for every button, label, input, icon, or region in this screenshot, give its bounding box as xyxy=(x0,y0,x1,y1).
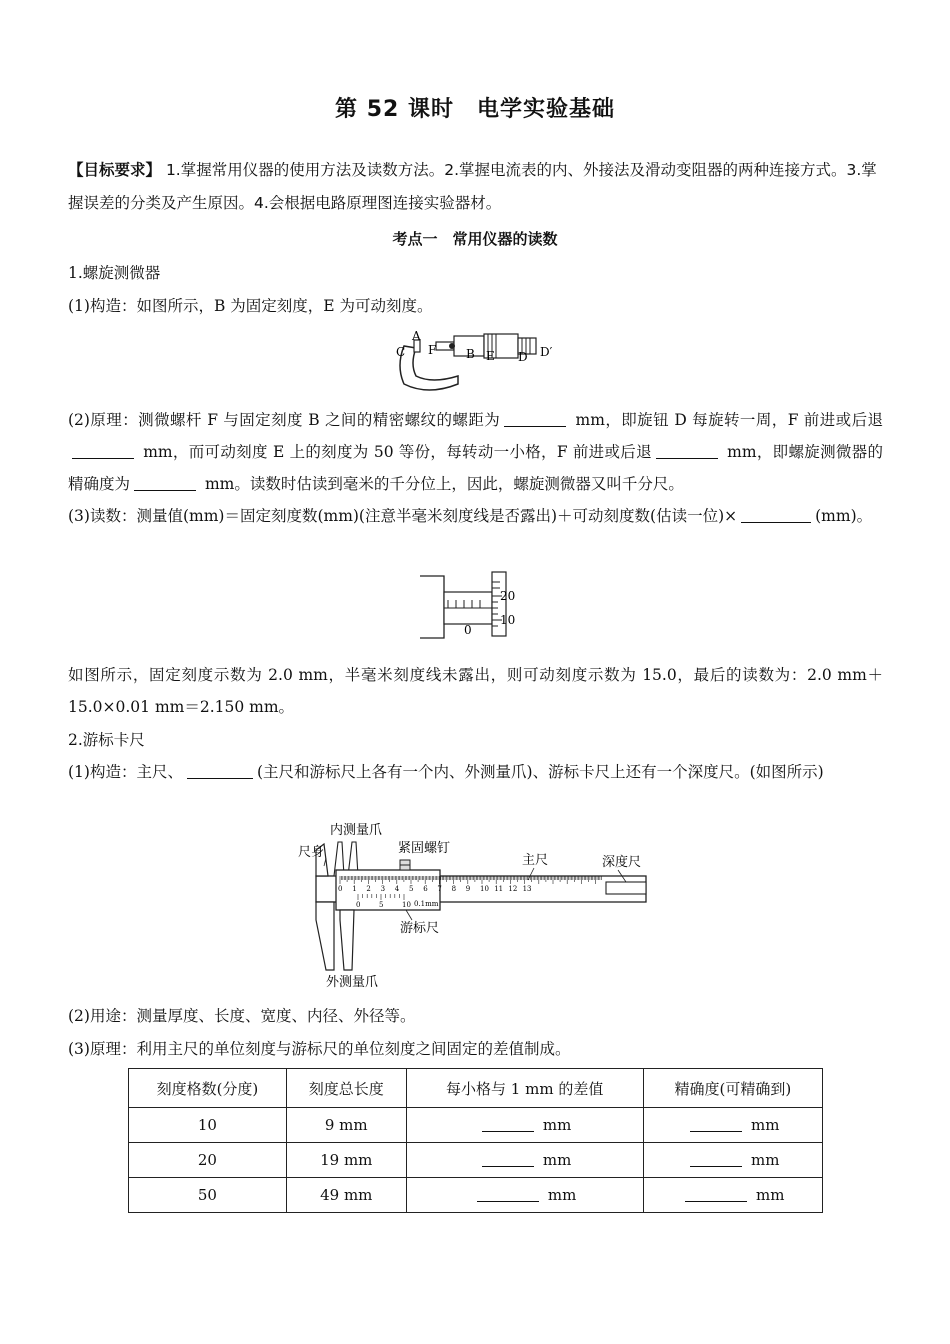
objective-text: 1.掌握常用仪器的使用方法及读数方法。2.掌握电流表的内、外接法及滑动变阻器的两种连接方式。3.掌握误差的分类及产生原因。4.会根据电路原理图连接实验器材。 xyxy=(68,161,877,212)
fig1-label-f: F xyxy=(428,343,437,357)
fig1-label-b: B xyxy=(466,347,475,361)
fig1-label-a: A xyxy=(412,329,421,343)
main-scale-label: 0 xyxy=(338,885,343,893)
page-title: 第 52 课时 电学实验基础 xyxy=(335,97,615,122)
micrometer-example: 如图所示，固定刻度示数为 2.0 mm，半毫米刻度线未露出，则可动刻度示数为 15.0，最后的读数为：2.0 mm＋15.0×0.01 mm＝2.150 mm。 xyxy=(68,666,883,716)
fig2-label-10: 10 xyxy=(500,613,516,627)
blank-prec-50[interactable] xyxy=(685,1187,747,1202)
blank-prec-20[interactable] xyxy=(690,1152,742,1167)
main-scale-label: 7 xyxy=(437,885,442,893)
main-scale-label: 12 xyxy=(508,885,518,893)
main-scale-label: 1 xyxy=(352,885,357,893)
caliper-heading: 2.游标卡尺 xyxy=(68,731,145,749)
blank-reading-factor[interactable] xyxy=(741,508,811,523)
blank-vernier[interactable] xyxy=(187,764,253,779)
caliper-moving-outer-jaw xyxy=(340,910,354,970)
label-main-scale: 主尺 xyxy=(522,853,549,868)
objective-label: 【目标要求】 xyxy=(68,161,162,179)
main-scale-label: 3 xyxy=(380,885,386,893)
blank-diff-20[interactable] xyxy=(482,1152,534,1167)
fig1-label-dprime: D′ xyxy=(540,345,553,359)
caliper-structure: (1)构造：主尺、 (主尺和游标尺上各有一个内、外测量爪)、游标卡尺上还有一个深度尺。(如图所示) xyxy=(68,763,824,781)
table-header: 每小格与 1 mm 的差值 xyxy=(406,1069,643,1108)
fig1-label-e: E xyxy=(486,349,495,363)
caliper-depth-bar xyxy=(606,882,646,894)
table-header: 刻度总长度 xyxy=(286,1069,406,1108)
main-scale-label: 8 xyxy=(451,885,457,893)
table-header-row xyxy=(129,1069,823,1108)
blank-advance[interactable] xyxy=(72,444,134,459)
table-header: 刻度格数(分度) xyxy=(129,1069,287,1108)
fig1-label-c: C xyxy=(396,345,406,359)
blank-diff-10[interactable] xyxy=(482,1117,534,1132)
caliper-usage: (2)用途：测量厚度、长度、宽度、内径、外径等。 xyxy=(68,1007,416,1025)
main-scale-label: 9 xyxy=(465,885,471,893)
label-vernier: 游标尺 xyxy=(400,921,440,936)
caliper-table xyxy=(128,1068,823,1213)
fig2-label-20: 20 xyxy=(500,589,516,603)
blank-precision[interactable] xyxy=(134,476,196,491)
blank-pitch[interactable] xyxy=(504,412,566,427)
fig2-label-0: 0 xyxy=(464,623,472,637)
section-heading: 考点一 常用仪器的读数 xyxy=(392,230,558,248)
caliper-fixed-outer-jaw xyxy=(316,902,334,970)
vernier-scale-label: 10 xyxy=(402,901,411,909)
micrometer-reading: (3)读数：测量值(mm)＝固定刻度数(mm)(注意半毫米刻度线是否露出)＋可动刻度数(估读一位)× (mm)。 xyxy=(68,507,873,525)
micrometer-principle: (2)原理：测微螺杆 F 与固定刻度 B 之间的精密螺纹的螺距为 mm，即旋钮 D 每旋转一周，F 前进或后退 mm，而可动刻度 E 上的刻度为 50 等份，每转动一小格，F 前进或后退 mm，即螺旋测微器的精确度为 mm。读数时估读到毫米的千分位上，因此，螺旋测微器又叫千分尺。 xyxy=(68,411,883,493)
main-scale-label: 6 xyxy=(423,885,428,893)
label-inner-jaw: 内测量爪 xyxy=(330,823,383,838)
blank-per-division[interactable] xyxy=(656,444,718,459)
label-depth-bar: 深度尺 xyxy=(602,855,642,870)
main-scale-label: 10 xyxy=(480,885,489,893)
vernier-scale-label: 0 xyxy=(356,901,361,909)
micrometer-heading: 1.螺旋测微器 xyxy=(68,264,161,282)
micrometer-reading-figure xyxy=(420,568,530,640)
label-unit: 0.1mm xyxy=(414,900,439,908)
micrometer-lock xyxy=(449,343,455,349)
main-scale-label: 2 xyxy=(366,885,371,893)
blank-diff-50[interactable] xyxy=(477,1187,539,1202)
label-outer-jaw: 外测量爪 xyxy=(326,975,379,990)
table-header: 精确度(可精确到) xyxy=(643,1069,822,1108)
fig1-label-d: D xyxy=(518,350,528,364)
caliper-principle: (3)原理：利用主尺的单位刻度与游标尺的单位刻度之间固定的差值制成。 xyxy=(68,1040,571,1058)
main-scale-label: 4 xyxy=(394,885,400,893)
main-scale-label: 13 xyxy=(522,885,532,893)
micrometer-figure xyxy=(388,326,568,394)
caliper-figure xyxy=(296,820,652,992)
micrometer-structure: (1)构造：如图所示，B 为固定刻度，E 为可动刻度。 xyxy=(68,297,433,315)
main-scale-label: 11 xyxy=(494,885,504,893)
table-row: 10 9 mm mm mm xyxy=(129,1108,823,1143)
label-lock-screw: 紧固螺钉 xyxy=(398,841,451,856)
main-scale-label: 5 xyxy=(409,885,414,893)
table-row: 50 49 mm mm mm xyxy=(129,1178,823,1213)
table-row: 20 19 mm mm mm xyxy=(129,1143,823,1178)
vernier-scale-label: 5 xyxy=(379,901,384,909)
blank-prec-10[interactable] xyxy=(690,1117,742,1132)
label-body: 尺身 xyxy=(298,845,325,860)
objective-block xyxy=(68,154,883,220)
